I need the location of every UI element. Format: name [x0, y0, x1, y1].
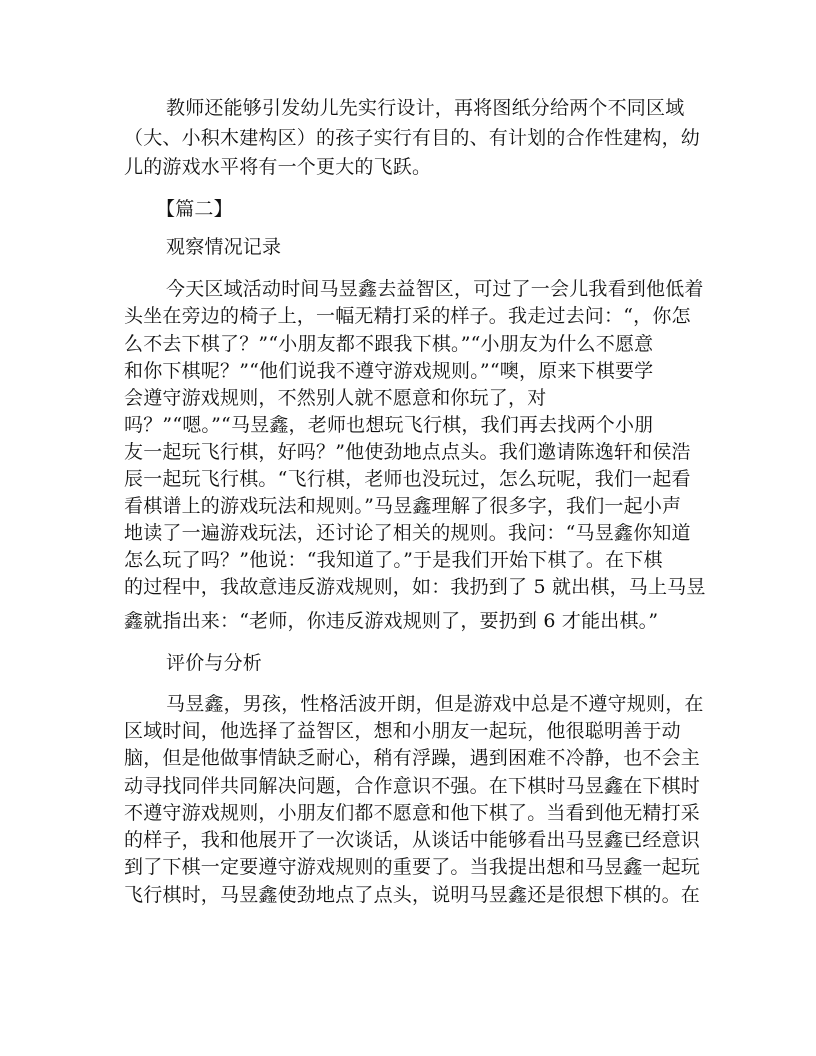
intro-line-2: （大、小积木建构区）的孩子实行有目的、有计划的合作性建构，幼 [124, 127, 701, 149]
evaluation-line-7: 到了下棋一定要遵守游戏规则的重要了。当我提出想和马昱鑫一起玩 [124, 856, 701, 878]
observation-line-6: 吗？”“嗯。”“马昱鑫，老师也想玩飞行棋，我们再去找两个小朋 [124, 414, 654, 436]
observation-line-5: 会遵守游戏规则，不然别人就不愿意和你玩了，对 [124, 387, 547, 409]
observation-line-9: 看棋谱上的游戏玩法和规则。”马昱鑫理解了很多字，我们一起小声 [124, 495, 682, 517]
evaluation-line-1: 马昱鑫，男孩，性格活波开朗，但是游戏中总是不遵守规则，在 [166, 693, 704, 715]
observation-line-13: 鑫就指出来：“老师，你违反游戏规则了，要扔到 6 才能出棋。” [124, 610, 659, 632]
intro-line-1: 教师还能够引发幼儿先实行设计，再将图纸分给两个不同区域 [166, 97, 685, 119]
observation-line-2: 头坐在旁边的椅子上，一幅无精打采的样子。我走过去问：“，你怎 [124, 305, 691, 327]
observation-line-10: 地读了一遍游戏玩法，还讨论了相关的规则。我问：“马昱鑫你知道 [124, 522, 691, 544]
observation-line-1: 今天区域活动时间马昱鑫去益智区，可过了一会儿我看到他低着 [166, 278, 704, 300]
observation-line-11: 怎么玩了吗？”他说：“我知道了。”于是我们开始下棋了。在下棋 [124, 549, 663, 571]
observation-line-4: 和你下棋呢？”“他们说我不遵守游戏规则。”“噢，原来下棋要学 [124, 360, 654, 382]
evaluation-line-5: 不遵守游戏规则，小朋友们都不愿意和他下棋了。当看到他无精打采 [124, 802, 701, 824]
evaluation-line-2: 区域时间，他选择了益智区，想和小朋友一起玩，他很聪明善于动 [124, 720, 681, 742]
observation-heading: 观察情况记录 [166, 236, 282, 258]
evaluation-line-3: 脑，但是他做事情缺乏耐心，稍有浮躁，遇到困难不冷静，也不会主 [124, 747, 701, 769]
observation-line-8: 辰一起玩飞行棋。“飞行棋，老师也没玩过，怎么玩呢，我们一起看 [124, 468, 691, 490]
observation-line-7: 友一起玩飞行棋，好吗？”他使劲地点点头。我们邀请陈逸轩和侯浩 [124, 441, 691, 463]
evaluation-line-4: 动寻找同伴共同解决问题，合作意识不强。在下棋时马昱鑫在下棋时 [124, 775, 701, 797]
observation-line-12: 的过程中，我故意违反游戏规则，如：我扔到了 5 就出棋，马上马昱 [124, 576, 706, 598]
section-title: 【篇二】 [156, 198, 233, 220]
observation-line-3: 么不去下棋了？”“小朋友都不跟我下棋。”“小朋友为什么不愿意 [124, 333, 654, 355]
evaluation-heading: 评价与分析 [166, 652, 263, 674]
evaluation-line-8: 飞行棋时，马昱鑫使劲地点了点头，说明马昱鑫还是很想下棋的。在 [124, 884, 701, 906]
intro-line-3: 儿的游戏水平将有一个更大的飞跃。 [124, 156, 432, 178]
evaluation-line-6: 的样子，我和他展开了一次谈话，从谈话中能够看出马昱鑫已经意识 [124, 829, 701, 851]
